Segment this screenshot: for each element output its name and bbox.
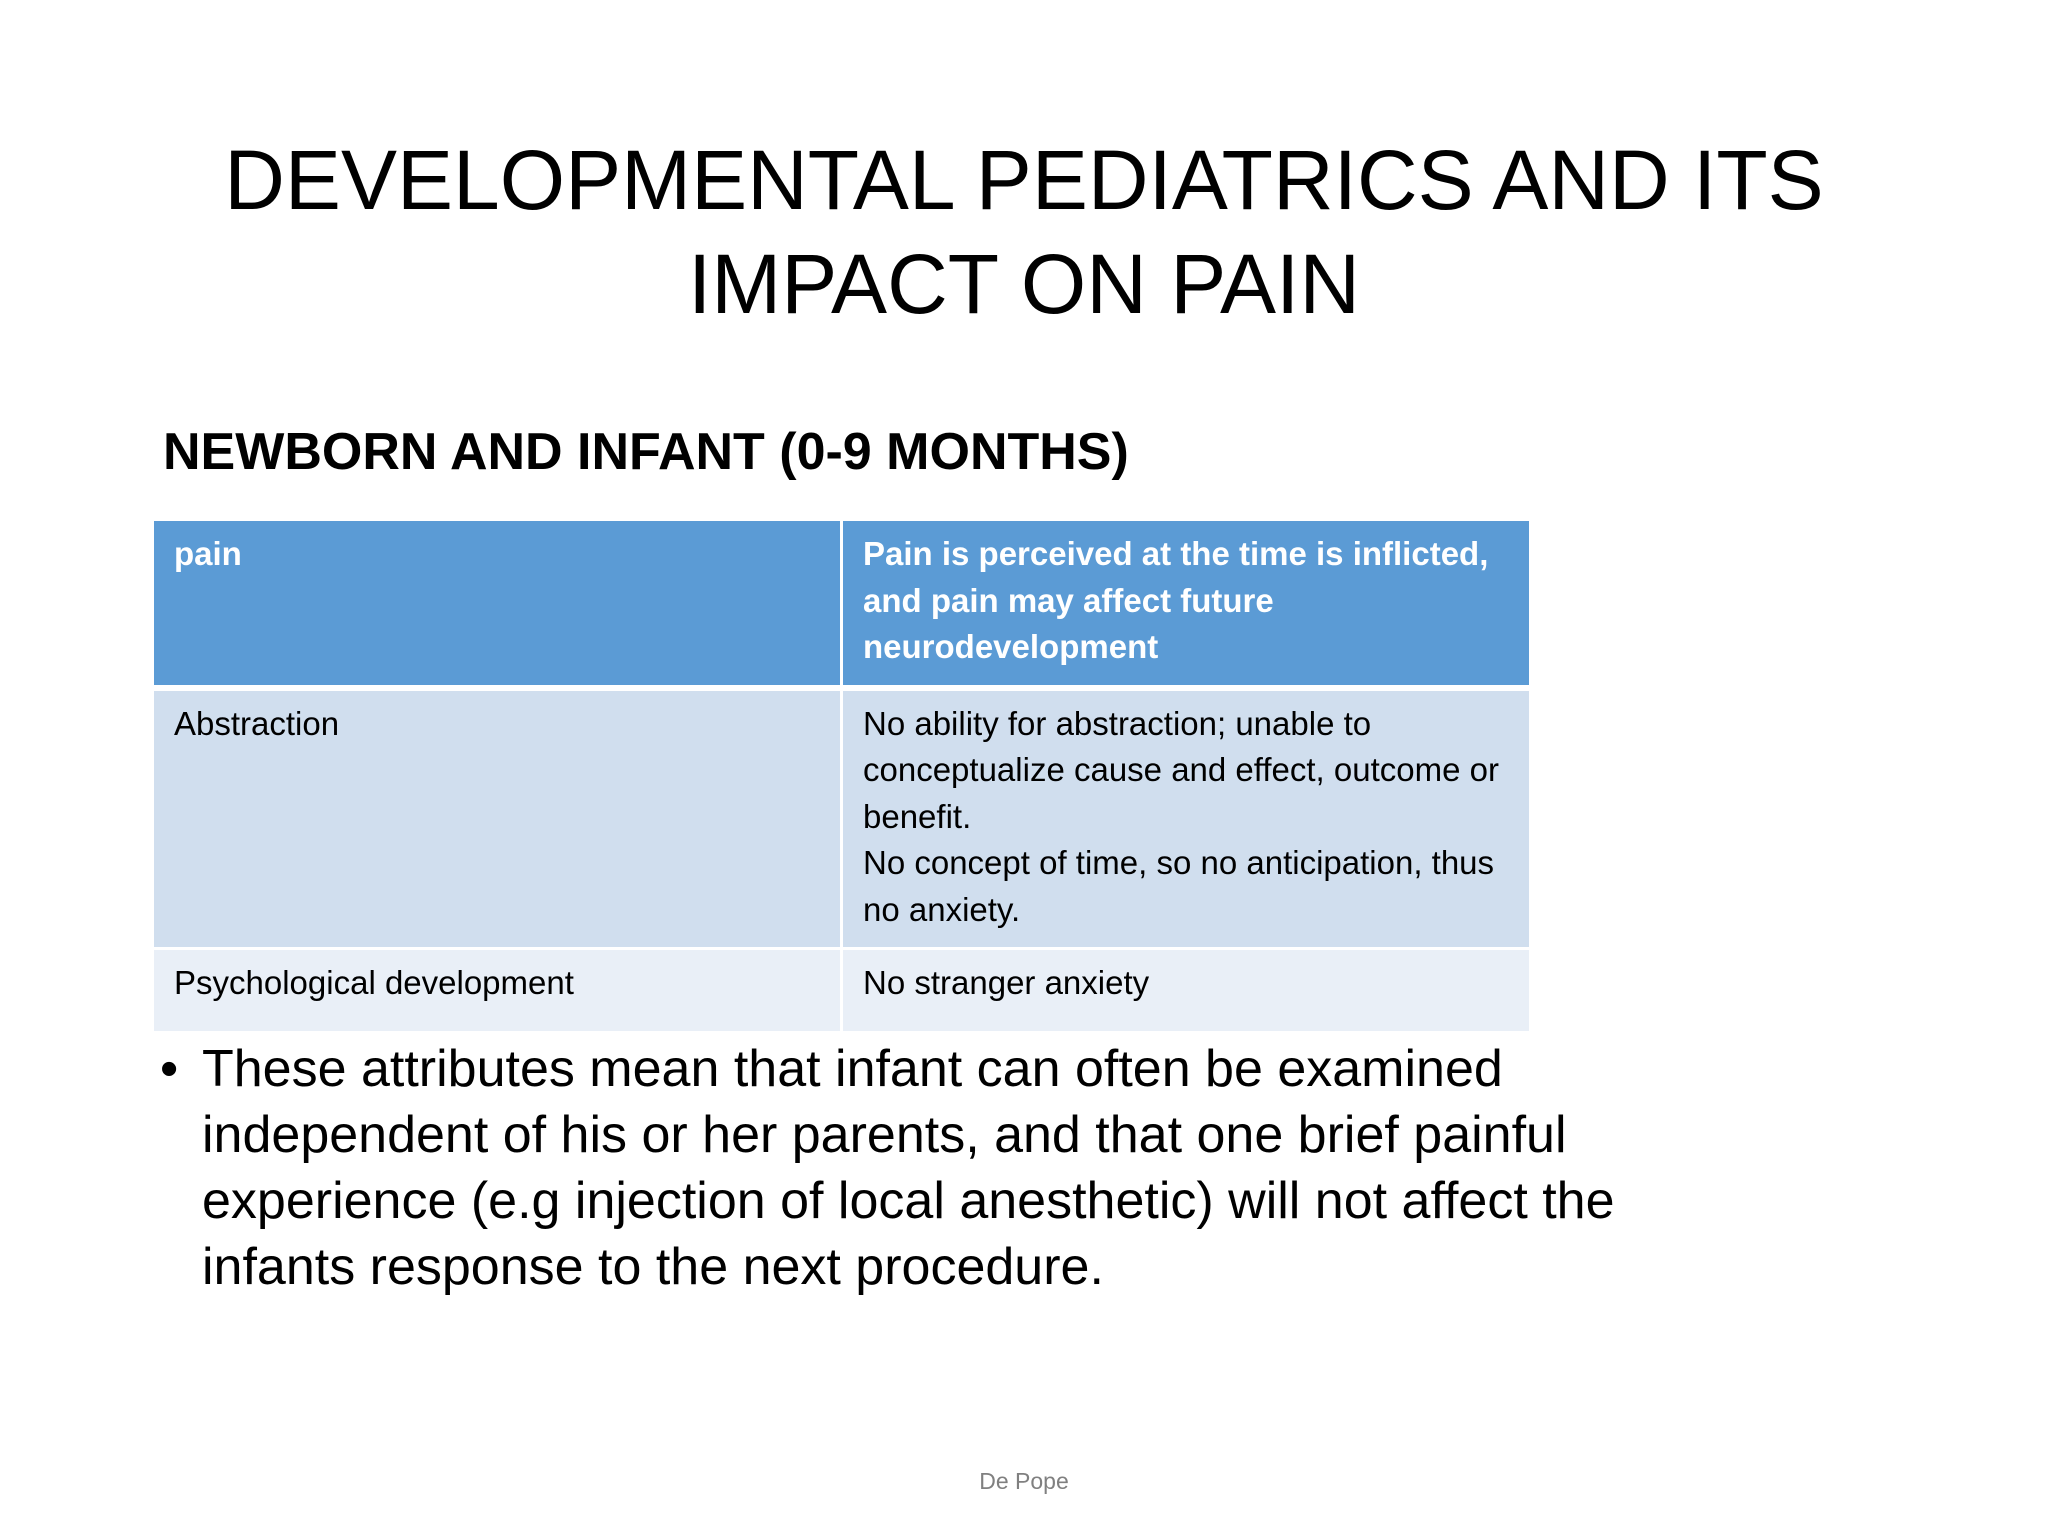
- abstraction-line-2: No concept of time, so no anticipation, thus no anxiety.: [863, 844, 1495, 928]
- slide-title: [200, 128, 1848, 336]
- table-header-row: [153, 520, 1531, 688]
- bullet-item: [160, 1036, 1760, 1300]
- bullet-text: These attributes mean that infant can often be examined independent of his or her parents, and that one brief painful experience (e.g injection of local anesthetic) will not affect the infants response to the next procedure.: [202, 1040, 1615, 1296]
- row-label-abstraction: Abstraction: [153, 688, 842, 949]
- row-value-abstraction: [842, 688, 1531, 949]
- header-cell-pain: pain: [153, 520, 842, 688]
- title-line-1: DEVELOPMENTAL PEDIATRICS AND ITS: [224, 133, 1824, 227]
- title-line-2: IMPACT ON PAIN: [687, 237, 1361, 331]
- row-label-psychological: Psychological development: [153, 949, 842, 1033]
- table-row: [153, 949, 1531, 1033]
- abstraction-line-1: No ability for abstraction; unable to conceptualize cause and effect, outcome or benefit.: [863, 704, 1499, 835]
- header-cell-description: Pain is perceived at the time is inflicted, and pain may affect future neurodevelopment: [842, 520, 1531, 688]
- bullet-symbol: •: [160, 1040, 179, 1098]
- row-value-psychological: [842, 949, 1531, 1033]
- section-heading: NEWBORN AND INFANT (0-9 MONTHS): [163, 423, 1129, 481]
- table-row: [153, 688, 1531, 949]
- psychological-line-1: No stranger anxiety: [863, 964, 1150, 1001]
- development-table: [151, 518, 1532, 1034]
- slide-footer: De Pope: [979, 1468, 1069, 1494]
